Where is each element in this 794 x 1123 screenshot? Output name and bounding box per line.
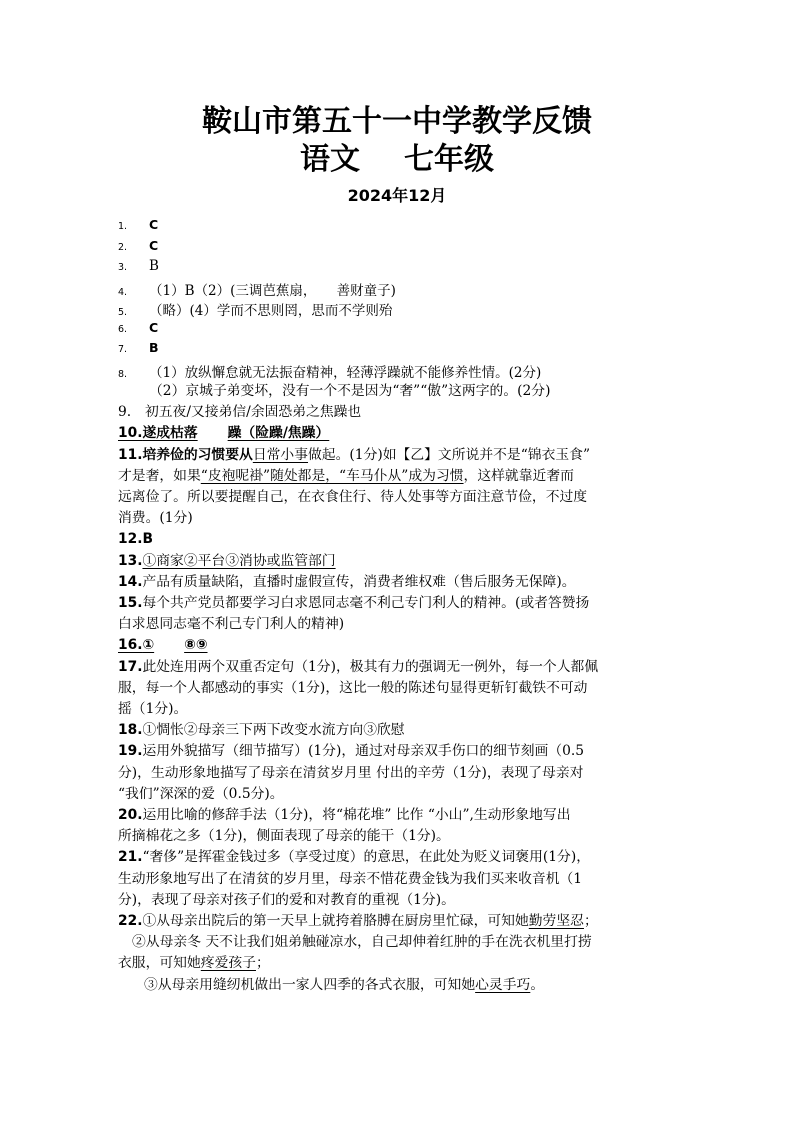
answer-20-text: 运用比喻的修辞手法（1分)，将“棉花堆” 比作 “小山”,生动形象地写出 [142, 807, 571, 824]
answer-item-8 [118, 361, 684, 382]
answer-22-line-4 [118, 975, 684, 996]
answer-11-line-3: 远离俭了。所以要提醒自己，在衣食住行、待人处事等方面注意节俭，不过度 [118, 489, 588, 506]
item-number: 18. [118, 722, 143, 739]
item-text: （略）(4）学而不思则罔，思而不学则殆 [149, 303, 393, 319]
answer-22-text: ①从母亲出院后的第一天早上就挎着胳膊在厨房里忙碌，可知她 [142, 913, 529, 930]
answer-16-b: ⑧⑨ [184, 637, 208, 654]
answer-10-a: 遂成枯落 [142, 425, 198, 442]
item-number: 2. [118, 241, 128, 253]
item-number: 19. [118, 743, 143, 760]
answer-18 [118, 720, 684, 741]
answer-14 [118, 572, 684, 593]
item-number: 22. [118, 913, 143, 930]
item-number: 21. [118, 849, 143, 866]
answer-19-text: 运用外貌描写（细节描写）(1分)，通过对母亲双手伤口的细节刻画（0.5 [142, 743, 585, 760]
answer-item-4 [118, 279, 684, 300]
item-number: 4. [118, 286, 128, 298]
item-text: C [149, 237, 159, 253]
subject-label: 语文 [300, 142, 360, 177]
grade-label: 七年级 [404, 142, 494, 177]
item-number: 13. [118, 552, 143, 569]
answer-11-keyword: 日常小事 [252, 446, 309, 463]
answer-11-line-1 [118, 445, 684, 466]
answer-17-line-1 [118, 657, 684, 678]
item-text: C [149, 217, 159, 232]
item-text: B [149, 258, 159, 274]
item-number: 6. [118, 323, 128, 335]
answer-11-line-4: 消费。(1分) [118, 510, 193, 527]
item-number: 14. [118, 573, 143, 590]
answer-15-line-1 [118, 593, 684, 614]
answer-11-text: ，这样就靠近奢而 [463, 467, 574, 484]
answer-item-2 [118, 238, 684, 259]
answer-17-line-3: 摇（1分)。 [118, 701, 188, 718]
answer-19-line-3: “我们”深深的爱（0.5分)。 [118, 785, 284, 802]
item-number: 10. [118, 425, 143, 442]
page-title: 鞍山市第五十一中学教学反馈 [202, 104, 592, 139]
item-number: 16. [118, 637, 143, 654]
answer-22-text: ③从母亲用缝纫机做出一家人四季的各式衣服，可知她 [144, 976, 476, 993]
answer-20-line-1 [118, 805, 684, 826]
answer-17-line-2: 服，每一个人都感动的事实（1分)，这比一般的陈述句显得更斩钉截铁不可动 [118, 679, 588, 696]
answer-8-part-2: （2）京城子弟变坏，没有一个不是因为“奢”“傲”这两字的。(2分) [149, 383, 551, 399]
answer-22-line-2: ②从母亲冬 天不让我们姐弟触碰凉水，自己却伸着红肿的手在洗衣机里打捞 [132, 934, 592, 951]
answer-item-7 [118, 340, 684, 361]
answer-list [118, 217, 684, 996]
item-number: 5. [118, 307, 128, 318]
item-text: （1）B（2）(三调芭蕉扇， 善财童子) [149, 282, 396, 299]
item-number: 1. [118, 221, 128, 232]
answer-22-line-1 [118, 911, 684, 932]
answer-22-punct: ； [583, 913, 598, 930]
answer-22-punct: 。 [530, 976, 545, 993]
answer-13 [118, 551, 684, 572]
answer-item-6 [118, 320, 684, 341]
answer-item-1 [118, 217, 684, 238]
answer-21-line-2: 生动形象地写出了在清贫的岁月里，母亲不惜花费金钱为我们买来收音机（1 [118, 870, 583, 887]
answer-item-3 [118, 258, 684, 279]
item-text: C [149, 319, 159, 335]
item-number: 8. [118, 368, 128, 380]
answer-22-keyword: 勤劳坚忍 [528, 913, 584, 930]
item-number: 15. [118, 595, 143, 612]
answer-22-text: 衣服，可知她 [118, 955, 201, 972]
item-text: B [149, 340, 159, 355]
answer-20-line-2: 所摘棉花之多（1分)，侧面表现了母亲的能干（1分)。 [118, 828, 450, 845]
answer-19-line-1 [118, 741, 684, 762]
answer-21-line-1 [118, 847, 684, 868]
answer-22-line-3 [118, 953, 684, 974]
answer-11-text: 才是奢，如果 [118, 467, 201, 484]
answer-15-text: 每个共产党员都要学习白求恩同志毫不利己专门利人的精神。(或者答赞扬 [142, 595, 590, 612]
item-text: （1）放纵懈怠就无法振奋精神，轻薄浮躁就不能修养性情。(2分) [149, 364, 542, 381]
answer-22-keyword: 心灵手巧 [475, 976, 531, 993]
page-subtitle [0, 134, 794, 178]
item-number: 20. [118, 807, 143, 824]
answer-11-text: 做起。(1分)如【乙】文所说并不是“锦衣玉食” [308, 446, 591, 463]
answer-22-punct: ； [255, 955, 270, 972]
answer-10-b: 躁（险躁/焦躁） [227, 425, 330, 442]
answer-12: 12.B [118, 531, 153, 548]
answer-13-text: ①商家②平台③消协或监管部门 [142, 552, 336, 569]
answer-16 [118, 635, 684, 656]
answer-item-5 [118, 299, 684, 320]
answer-16-a: ① [142, 637, 155, 654]
date-label: 2024年12月 [347, 186, 447, 205]
answer-14-text: 产品有质量缺陷，直播时虚假宣传，消费者维权难（售后服务无保障)。 [142, 573, 576, 590]
answer-10 [118, 423, 684, 444]
item-number: 17. [118, 658, 143, 675]
answer-9: 9. 初五夜/又接弟信/余固恐弟之焦躁也 [118, 404, 362, 421]
item-number: 7. [118, 344, 128, 355]
answer-22-keyword: 疼爱孩子 [200, 955, 256, 972]
answer-17-text: 此处连用两个双重否定句（1分)，极其有力的强调无一例外，每一个人都佩 [142, 658, 599, 675]
answer-21-line-3: 分)，表现了母亲对孩子们的爱和对教育的重视（1分)。 [118, 891, 455, 908]
answer-11-text: 11.培养俭的习惯要从 [118, 446, 253, 463]
answer-18-text: ①惆怅②母亲三下两下改变水流方向③欣慰 [142, 722, 405, 739]
answer-11-line-2 [118, 466, 684, 487]
item-number: 3. [118, 262, 128, 273]
answer-21-text: “奢侈”是挥霍金钱过多（享受过度）的意思，在此处为贬义词褒用(1分)， [142, 849, 591, 866]
answer-11-quote: “皮袍呢褂”随处都是，“车马仆从”成为习惯 [200, 467, 464, 484]
answer-19-line-2: 分)，生动形象地描写了母亲在清贫岁月里 付出的辛劳（1分)，表现了母亲对 [118, 764, 584, 781]
answer-15-line-2: 白求恩同志毫不利己专门利人的精神) [118, 616, 345, 633]
